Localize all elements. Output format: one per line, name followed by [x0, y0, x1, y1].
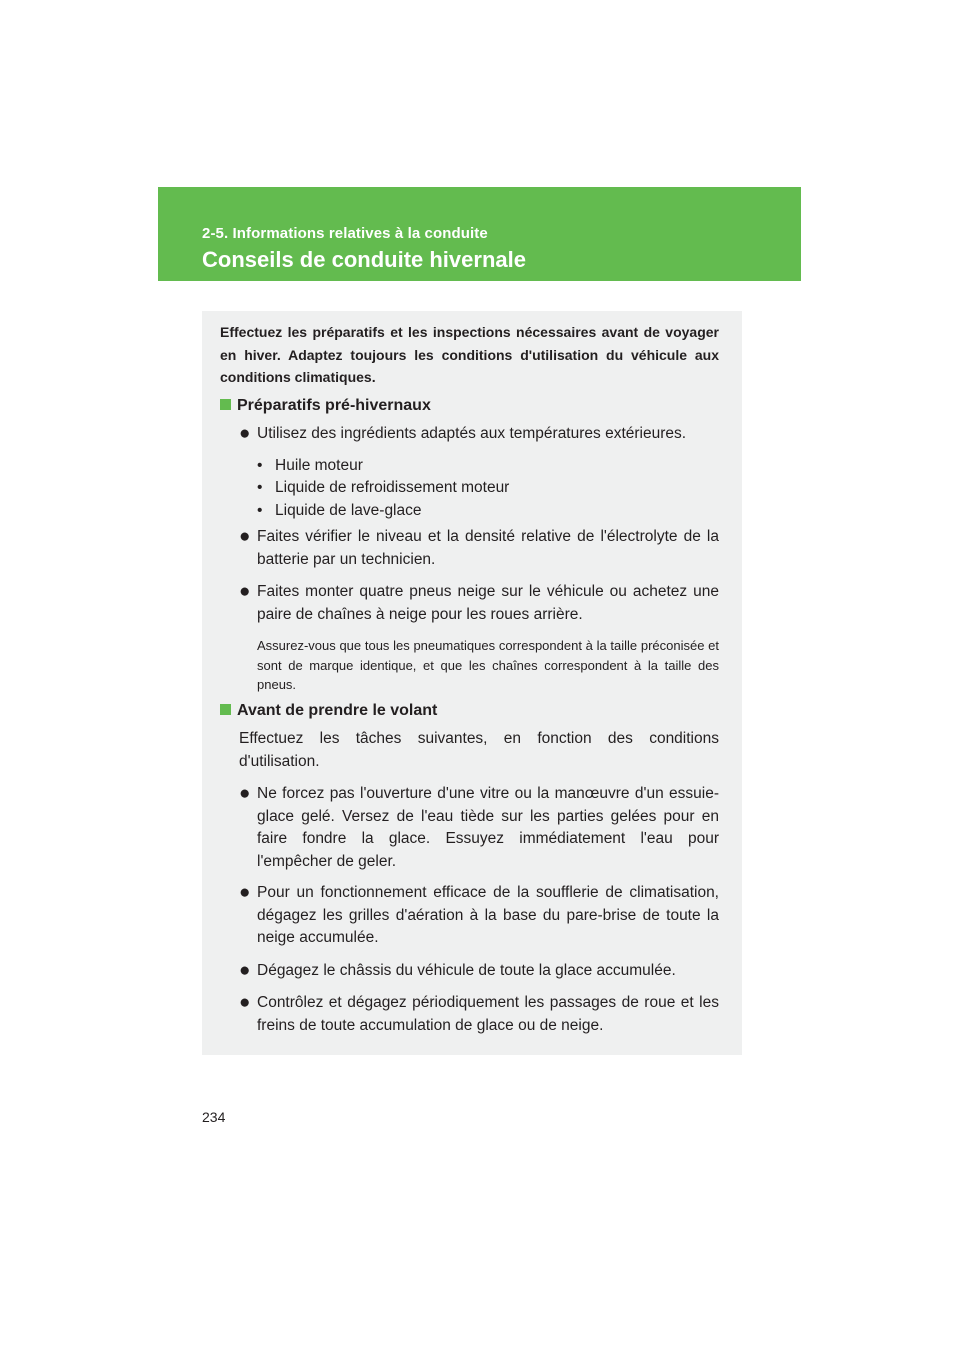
- sub-list-item: [257, 455, 363, 478]
- bullet-text: Faites vérifier le niveau et la densité relative de l'électrolyte de la batterie par un technicien.: [257, 528, 719, 568]
- page-number: 234: [202, 1109, 226, 1125]
- sub-bullet-icon: •: [257, 479, 263, 496]
- bullet-item: [239, 783, 719, 873]
- sub-item-text: Huile moteur: [275, 457, 363, 474]
- note-text: Assurez-vous que tous les pneumatiques correspondent à la taille préconisée et sont de marque identique, et que les chaînes correspondent à la taille des pneus.: [257, 638, 719, 692]
- page-title: Conseils de conduite hivernale: [202, 247, 526, 272]
- square-bullet-icon: [220, 399, 231, 410]
- sub-item-text: Liquide de refroidissement moteur: [275, 479, 510, 496]
- bullet-item: [239, 960, 719, 983]
- sub-list-item: [257, 477, 509, 500]
- bullet-text: Utilisez des ingrédients adaptés aux températures extérieures.: [257, 425, 687, 442]
- bullet-text: Ne forcez pas l'ouverture d'une vitre ou la manœuvre d'un essuie-glace gelé. Versez de l'eau tiède sur les parties gelées pour en faire fondre la glace. Essuyez immédiatement l'eau pour l'empêcher de geler.: [257, 785, 719, 870]
- bullet-text: Faites monter quatre pneus neige sur le véhicule ou achetez une paire de chaînes à neige pour les roues arrière.: [257, 583, 719, 623]
- section-intro-paragraph: Effectuez les tâches suivantes, en fonction des conditions d'utilisation.: [239, 730, 719, 770]
- content-panel: [202, 311, 742, 1055]
- section-header-banner: [158, 187, 801, 281]
- section-heading-preparations: [220, 397, 431, 415]
- intro-paragraph: Effectuez les préparatifs et les inspections nécessaires avant de voyager en hiver. Adaptez toujours les conditions d'utilisation du véhicule aux conditions climatiques.: [220, 324, 719, 385]
- bullet-dot-icon: ●: [239, 992, 251, 1013]
- bullet-dot-icon: ●: [239, 581, 251, 602]
- bullet-dot-icon: ●: [239, 423, 251, 444]
- sub-bullet-icon: •: [257, 457, 263, 474]
- sub-list-item: [257, 500, 422, 523]
- bullet-dot-icon: ●: [239, 783, 251, 804]
- bullet-text: Pour un fonctionnement efficace de la soufflerie de climatisation, dégagez les grilles d'aération à la base du pare-brise de toute la neige accumulée.: [257, 884, 719, 946]
- bullet-dot-icon: ●: [239, 960, 251, 981]
- bullet-item: [239, 992, 719, 1037]
- bullet-item: [239, 423, 719, 446]
- square-bullet-icon: [220, 704, 231, 715]
- section-label: 2-5. Informations relatives à la conduite: [202, 225, 488, 242]
- sub-item-text: Liquide de lave-glace: [275, 502, 422, 519]
- section-heading-text: Avant de prendre le volant: [237, 702, 438, 719]
- bullet-item: [239, 526, 719, 571]
- bullet-text: Dégagez le châssis du véhicule de toute la glace accumulée.: [257, 962, 676, 979]
- bullet-dot-icon: ●: [239, 526, 251, 547]
- bullet-item: [239, 882, 719, 950]
- bullet-text: Contrôlez et dégagez périodiquement les passages de roue et les freins de toute accumulation de glace ou de neige.: [257, 994, 719, 1034]
- section-heading-text: Préparatifs pré-hivernaux: [237, 397, 431, 414]
- bullet-item: [239, 581, 719, 626]
- sub-bullet-icon: •: [257, 502, 263, 519]
- section-heading-before-driving: [220, 702, 437, 720]
- bullet-dot-icon: ●: [239, 882, 251, 903]
